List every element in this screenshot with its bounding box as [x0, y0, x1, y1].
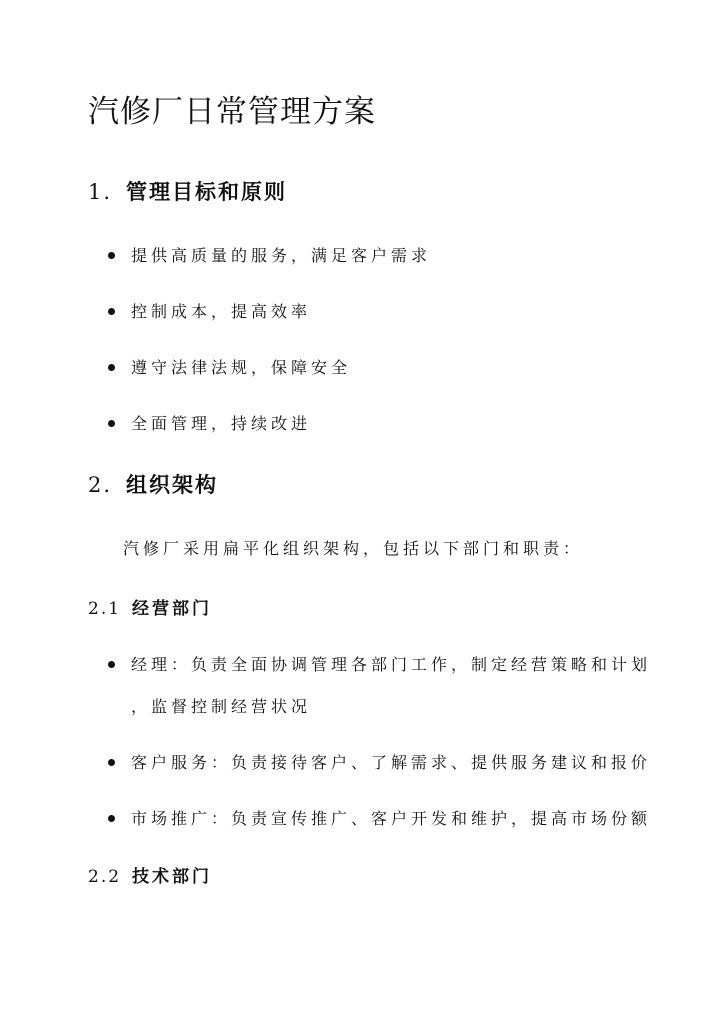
list-item: 控制成本，提高效率: [108, 299, 311, 322]
list-item: 提供高质量的服务，满足客户需求: [108, 243, 431, 266]
subsection-number: 2.2: [88, 867, 122, 887]
bullet-icon: [108, 252, 115, 259]
list-item: 市场推广：负责宣传推广、客户开发和维护，提高市场份额: [108, 806, 651, 829]
list-item: 客户服务：负责接待客户、了解需求、提供服务建议和报价: [108, 750, 651, 773]
subsection-title: 经营部门: [132, 599, 212, 619]
bullet-icon: [108, 364, 115, 371]
section-title: 组织架构: [126, 472, 218, 497]
section-heading-1: [88, 176, 287, 206]
section-title: 管理目标和原则: [126, 179, 287, 204]
bullet-icon: [108, 420, 115, 427]
subsection-title: 技术部门: [132, 867, 212, 887]
list-item-continuation: ，监督控制经营状况: [131, 697, 312, 716]
list-item: 遵守法律法规，保障安全: [108, 355, 351, 378]
subsection-number: 2.1: [88, 599, 122, 619]
subsection-heading-2-2: [88, 862, 212, 887]
section-number: 1.: [88, 180, 113, 204]
bullet-icon: [108, 759, 115, 766]
section-number: 2.: [88, 473, 113, 497]
bullet-icon: [108, 308, 115, 315]
subsection-heading-2-1: [88, 594, 212, 619]
bullet-icon: [108, 815, 115, 822]
list-item: 全面管理，持续改进: [108, 411, 311, 434]
document-title: 汽修厂日常管理方案: [88, 94, 376, 130]
section-heading-2: [88, 469, 218, 499]
section-intro: 汽修厂采用扁平化组织架构，包括以下部门和职责：: [123, 539, 584, 558]
list-item: 经理：负责全面协调管理各部门工作，制定经营策略和计划: [108, 652, 651, 675]
bullet-icon: [108, 661, 115, 668]
